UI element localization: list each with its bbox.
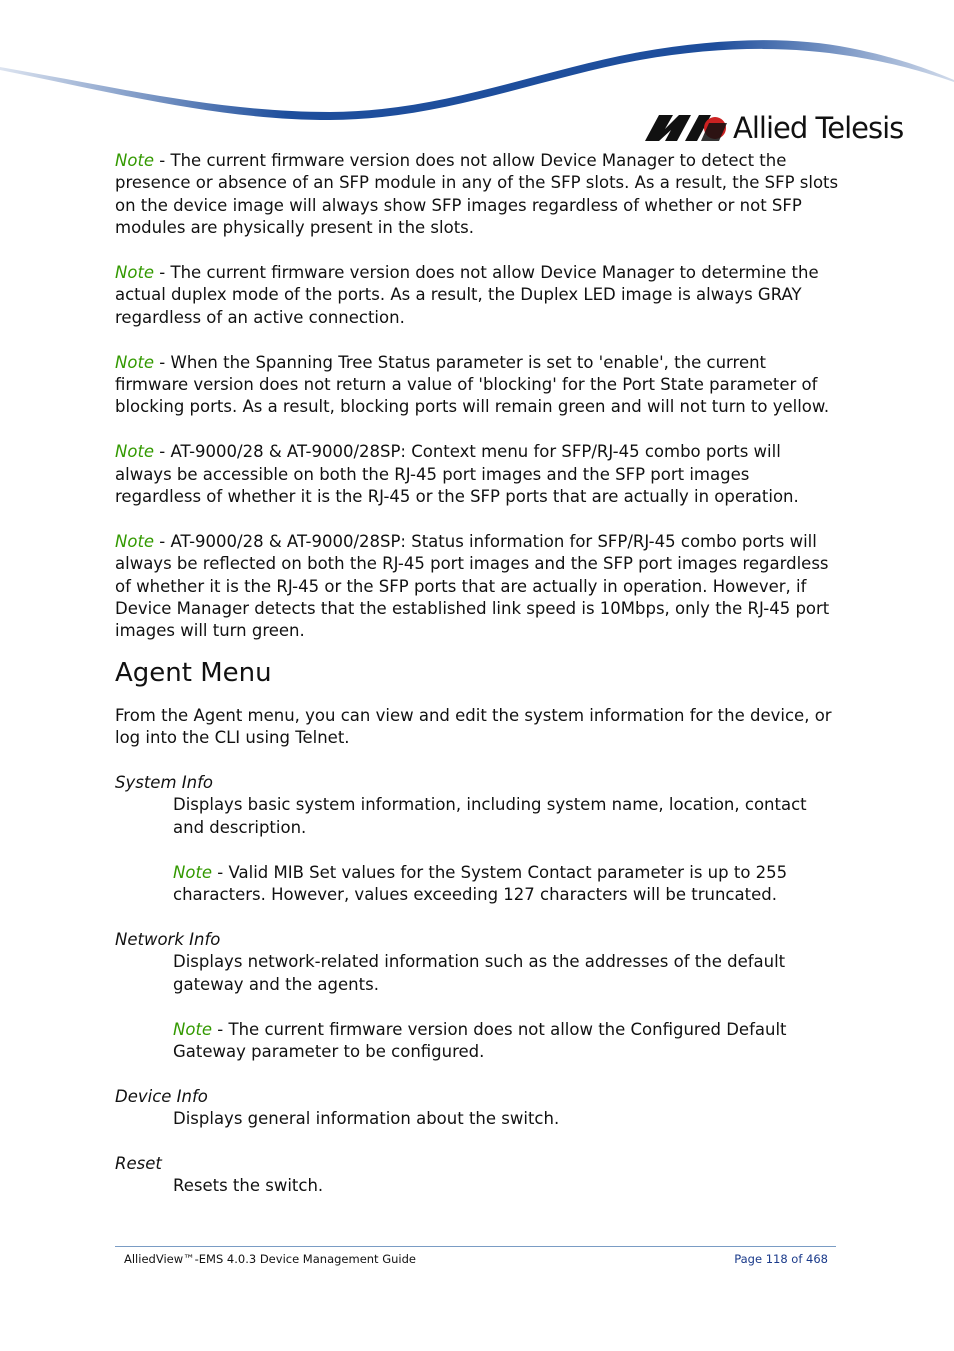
- term-reset: Reset: [115, 1153, 162, 1173]
- note-text: - AT-9000/28 & AT-9000/28SP: Status information for SFP/RJ-45 combo ports will always be reflected on both the RJ-45 port images and the SFP port images regardless of whether it is the RJ-45 or the SFP ports that are actually in operation. However, if Device Manager detects that the established link speed is 10Mbps, only the RJ-45 port images will turn green.: [115, 531, 830, 641]
- section-heading: Agent Menu: [115, 657, 272, 688]
- note-label: Note: [173, 862, 213, 882]
- note-label: Note: [115, 151, 155, 170]
- note-label: Note: [115, 531, 155, 551]
- term-system-info: System Info: [115, 773, 214, 793]
- note-paragraph: [115, 150, 840, 240]
- term-description: Displays general information about the switch.: [173, 1109, 560, 1129]
- note-paragraph: [115, 531, 840, 643]
- note-label: Note: [115, 442, 155, 462]
- note-paragraph: [173, 862, 840, 907]
- note-label: Note: [115, 352, 155, 372]
- logo-text: Allied Telesis: [733, 111, 904, 145]
- note-text: - The current firmware version does not allow Device Manager to determine the actual duplex mode of the ports. As a result, the Duplex LED image is always GRAY regardless of an active connection.: [115, 263, 819, 327]
- note-paragraph: [115, 262, 840, 329]
- note-text: - Valid MIB Set values for the System Contact parameter is up to 255 characters. However, values exceeding 127 characters will be truncated.: [173, 862, 788, 905]
- term-description: Displays basic system information, including system name, location, contact and description.: [173, 795, 807, 837]
- term-description: Resets the switch.: [173, 1176, 324, 1196]
- note-paragraph: [173, 1019, 840, 1064]
- note-text: - The current firmware version does not allow Device Manager to detect the presence or absence of an SFP module in any of the SFP slots. As a result, the SFP slots on the device image will always show SFP images regardless of whether or not SFP modules are physically present in the slots.: [115, 151, 839, 238]
- note-paragraph: [115, 352, 840, 419]
- allied-telesis-logo-mark-icon: [645, 115, 727, 141]
- note-text: - When the Spanning Tree Status parameter is set to 'enable', the current firmware version does not return a value of 'blocking' for the Port State parameter of blocking ports. As a result, blocking ports will remain green and will not turn to yellow.: [115, 352, 830, 417]
- note-label: Note: [115, 263, 155, 283]
- section-intro: From the Agent menu, you can view and edit the system information for the device, or log into the CLI using Telnet.: [115, 705, 832, 748]
- term-network-info: Network Info: [115, 929, 221, 949]
- term-description: Displays network-related information such as the addresses of the default gateway and the agents.: [173, 952, 786, 994]
- footer-doc-title: AlliedView™-EMS 4.0.3 Device Management Guide: [124, 1252, 416, 1266]
- allied-telesis-logo: [645, 108, 903, 148]
- footer-divider: [115, 1246, 836, 1247]
- note-paragraph: [115, 441, 840, 508]
- note-text: - AT-9000/28 & AT-9000/28SP: Context menu for SFP/RJ-45 combo ports will always be accessible on both the RJ-45 port images and the SFP port images regardless of whether it is the RJ-45 or the SFP ports that are actually in operation.: [115, 442, 799, 507]
- note-text: - The current firmware version does not allow the Configured Default Gateway parameter to be configured.: [173, 1019, 787, 1061]
- page-content: [115, 150, 840, 1198]
- term-device-info: Device Info: [115, 1086, 208, 1106]
- footer-page-number: Page 118 of 468: [734, 1252, 828, 1266]
- note-label: Note: [173, 1019, 213, 1039]
